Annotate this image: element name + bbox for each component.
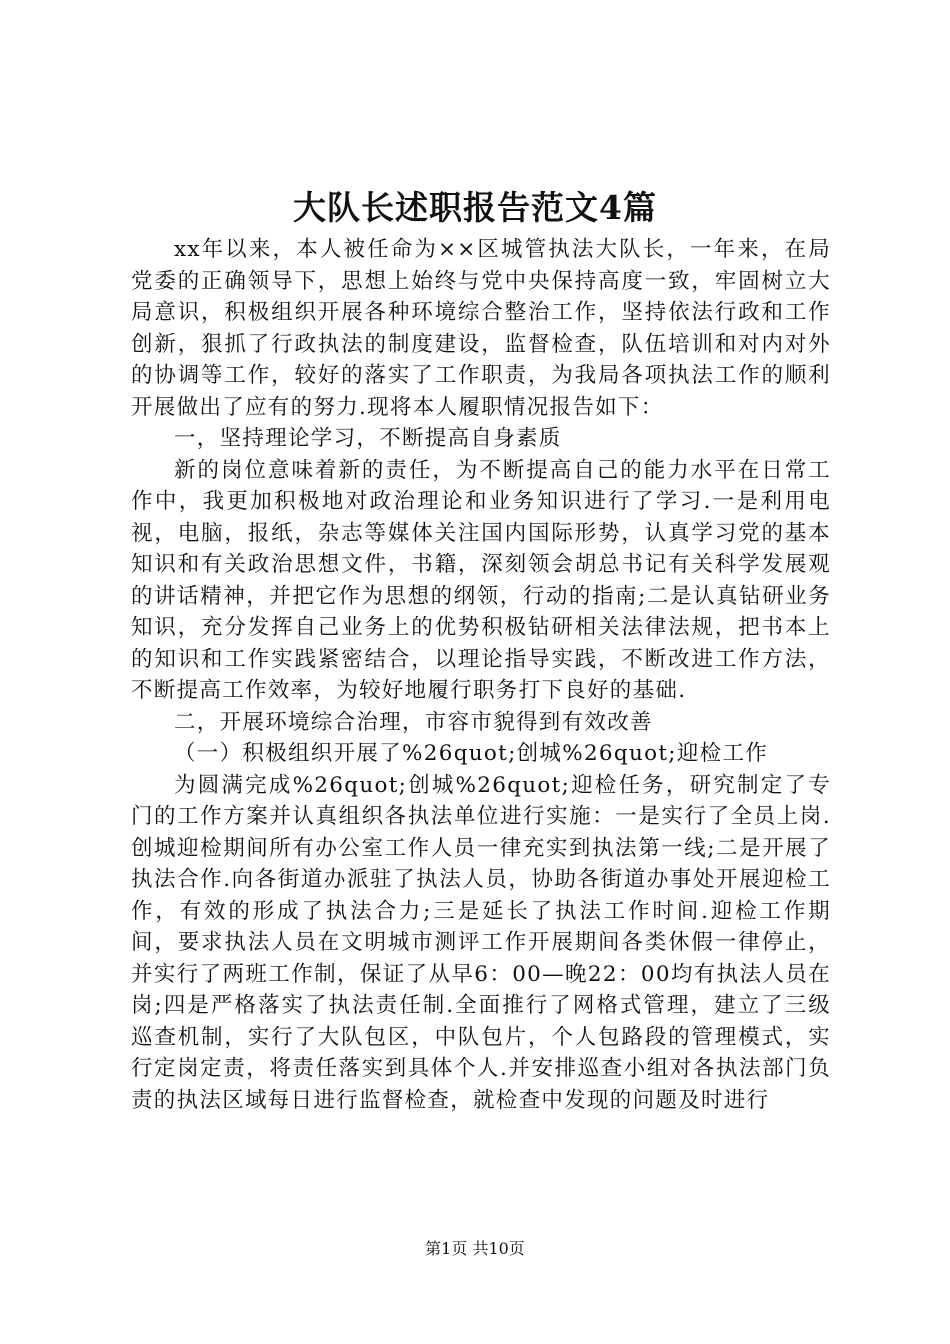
document-body: [131, 234, 831, 1116]
section-heading-1: 一，坚持理论学习，不断提高自身素质: [174, 426, 562, 451]
paragraph-inspection: 为圆满完成%26quot;创城%26quot;迎检任务，研究制定了专门的工作方案并认真组织各执法单位进行实施：一是实行了全员上岗.创城迎检期间所有办公室工作人员一律充实到执法第一线;二是开展了执法合作.向各街道办派驻了执法人员，协助各街道办事处开展迎检工作，有效的形成了执法合力;三是延长了执法工作时间.迎检工作期间，要求执法人员在文明城市测评工作开展期间各类休假一律停止，并实行了两班工作制，保证了从早6：00—晚22：00均有执法人员在岗;四是严格落实了执法责任制.全面推行了网格式管理，建立了三级巡查机制，实行了大队包区，中队包片，个人包路段的管理模式，实行定岗定责，将责任落实到具体个人.并安排巡查小组对各执法部门负责的执法区域每日进行监督检查，就检查中发现的问题及时进行: [131, 772, 831, 1113]
section-heading-2: 二，开展环境综合治理，市容市貌得到有效改善: [174, 709, 653, 735]
document-title: 大队长述职报告范文4篇: [293, 188, 657, 227]
paragraph-intro: xx年以来，本人被任命为××区城管执法大队长，一年来，在局党委的正确领导下，思想上始终与党中央保持高度一致，牢固树立大局意识，积极组织开展各种环境综合整治工作，坚持依法行政和工作创新，狠抓了行政执法的制度建设，监督检查，队伍培训和对内对外的协调等工作，较好的落实了工作职责，为我局各项执法工作的顺利开展做出了应有的努力.现将本人履职情况报告如下：: [131, 237, 831, 420]
page-number-footer: 第1页 共10页: [425, 1239, 525, 1258]
subsection-heading-1: （一）积极组织开展了%26quot;创城%26quot;迎检工作: [174, 741, 769, 766]
paragraph-study: 新的岗位意味着新的责任，为不断提高自己的能力水平在日常工作中，我更加积极地对政治理论和业务知识进行了学习.一是利用电视，电脑，报纸，杂志等媒体关注国内国际形势，认真学习党的基本知识和有关政治思想文件，书籍，深刻领会胡总书记有关科学发展观的讲话精神，并把它作为思想的纲领，行动的指南;二是认真钻研业务知识，充分发挥自己业务上的优势积极钻研相关法律法规，把书本上的知识和工作实践紧密结合，以理论指导实践，不断改进工作方法，不断提高工作效率，为较好地履行职务打下良好的基础.: [131, 457, 831, 703]
